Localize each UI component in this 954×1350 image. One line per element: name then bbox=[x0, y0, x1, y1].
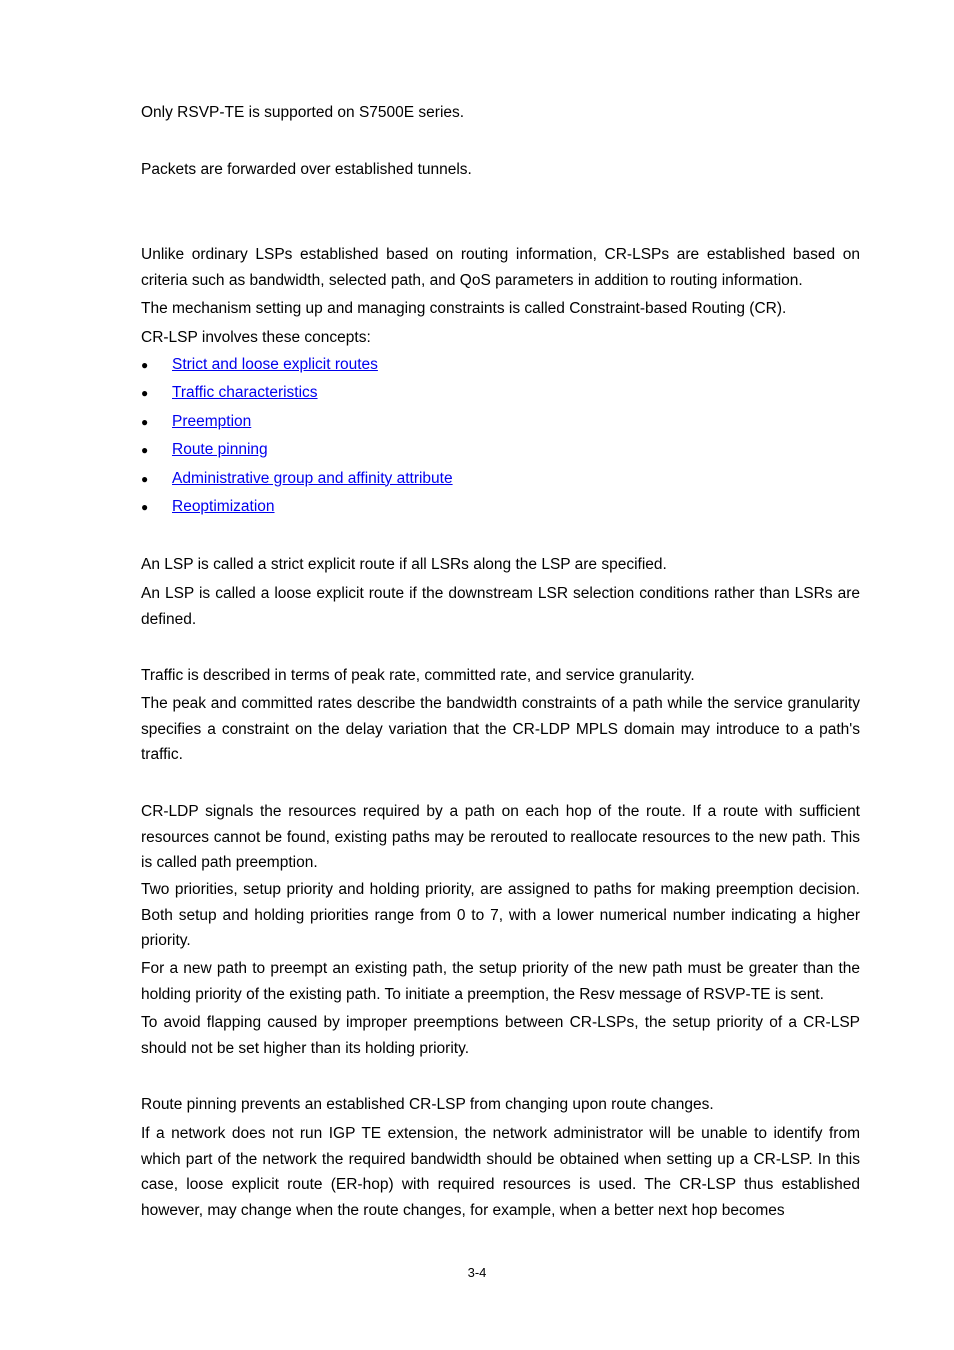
traffic-rates-paragraph: The peak and committed rates describe the bandwidth constraints of a path while the service granularity specifies a constraint on the delay variation that the CR-LDP MPLS domain may introduce to a path's traffic. bbox=[141, 695, 860, 763]
strict-explicit-route-paragraph: An LSP is called a strict explicit route if all LSRs along the LSP are specified. bbox=[141, 556, 667, 573]
link-route-pinning[interactable]: Route pinning bbox=[172, 441, 268, 459]
document-page bbox=[141, 0, 860, 1350]
tunnel-forwarding-note: Packets are forwarded over established tunnels. bbox=[141, 161, 472, 178]
link-reoptimization[interactable]: Reoptimization bbox=[172, 497, 275, 515]
flapping-paragraph: To avoid flapping caused by improper preemptions between CR-LSPs, the setup priority of a CR-LSP should not be set higher than its holding priority. bbox=[141, 1014, 860, 1057]
preempt-condition-paragraph: For a new path to preempt an existing path, the setup priority of the new path must be greater than the holding priority of the existing path. To initiate a preemption, the Resv message of RSVP-TE is sent. bbox=[141, 960, 860, 1003]
link-traffic-characteristics[interactable]: Traffic characteristics bbox=[172, 384, 318, 402]
loose-explicit-route-paragraph: An LSP is called a loose explicit route if the downstream LSR selection conditions rather than LSRs are defined. bbox=[141, 585, 860, 628]
list-item bbox=[141, 355, 860, 383]
cr-lsp-intro-paragraph: Unlike ordinary LSPs established based on routing information, CR-LSPs are established based on criteria such as bandwidth, selected path, and QoS parameters in addition to routing information. bbox=[141, 246, 860, 289]
bullet-icon: ● bbox=[141, 499, 149, 514]
route-pinning-paragraph: Route pinning prevents an established CR-LSP from changing upon route changes. bbox=[141, 1096, 714, 1113]
link-administrative-group-affinity[interactable]: Administrative group and affinity attribute bbox=[172, 469, 453, 487]
preemption-paragraph: CR-LDP signals the resources required by a path on each hop of the route. If a route with sufficient resources cannot be found, existing paths may be rerouted to reallocate resources to the new path. This is called path preemption. bbox=[141, 803, 860, 871]
cr-definition-paragraph: The mechanism setting up and managing constraints is called Constraint-based Routing (CR). bbox=[141, 300, 787, 317]
list-item bbox=[141, 497, 860, 525]
priorities-paragraph: Two priorities, setup priority and holding priority, are assigned to paths for making preemption decision. Both setup and holding priorities range from 0 to 7, with a lower numerical number indicating a higher priority. bbox=[141, 881, 860, 949]
traffic-description-paragraph: Traffic is described in terms of peak rate, committed rate, and service granularity. bbox=[141, 667, 695, 684]
concepts-list bbox=[141, 355, 860, 525]
igp-te-paragraph: If a network does not run IGP TE extension, the network administrator will be unable to identify from which part of the network the required bandwidth should be obtained when setting up a CR-LSP. In this case, loose explicit route (ER-hop) with required resources is used. The CR-LSP thus established however, may change when the route changes, for example, when a better next hop becomes bbox=[141, 1125, 860, 1219]
list-item bbox=[141, 412, 860, 440]
bullet-icon: ● bbox=[141, 443, 149, 458]
list-item bbox=[141, 440, 860, 468]
bullet-icon: ● bbox=[141, 414, 149, 429]
link-preemption[interactable]: Preemption bbox=[172, 412, 252, 430]
bullet-icon: ● bbox=[141, 386, 149, 401]
page-number: 3-4 bbox=[467, 1265, 487, 1280]
list-item bbox=[141, 383, 860, 411]
bullet-icon: ● bbox=[141, 471, 149, 486]
link-strict-loose-explicit-routes[interactable]: Strict and loose explicit routes bbox=[172, 356, 378, 373]
concepts-lead-in: CR-LSP involves these concepts: bbox=[141, 329, 371, 346]
bullet-icon: ● bbox=[141, 358, 149, 372]
rsvp-support-note: Only RSVP-TE is supported on S7500E series. bbox=[141, 104, 465, 121]
list-item bbox=[141, 469, 860, 497]
